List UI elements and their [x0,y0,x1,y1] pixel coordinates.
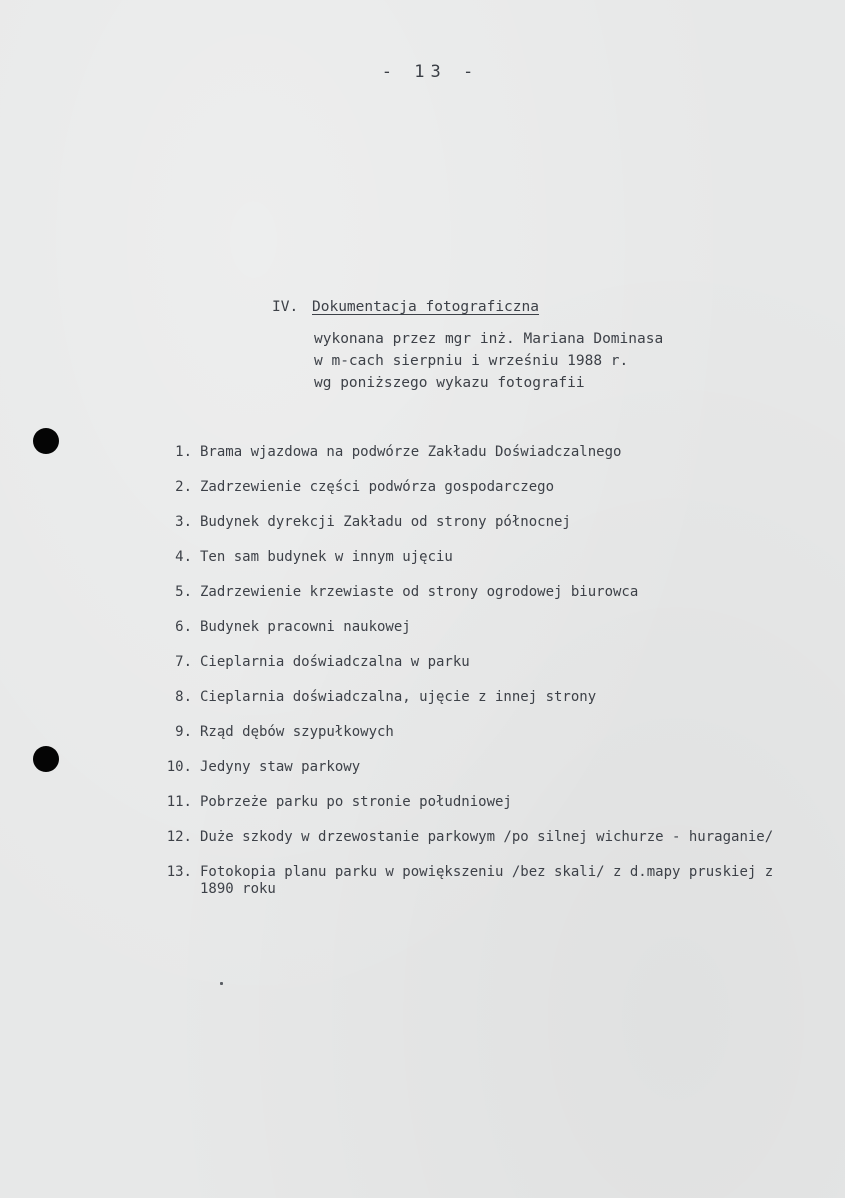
list-item [150,759,800,776]
item-text: Cieplarnia doświadczalna w parku [200,654,470,670]
section-subtitle [314,328,663,394]
subtitle-line: wg poniższego wykazu fotografii [314,375,585,391]
item-text: Duże szkody w drzewostanie parkowym /po silnej wichurze - huraganie/ [200,829,774,845]
item-text: Brama wjazdowa na podwórze Zakładu Doświadczalnego [200,444,622,460]
page-number: - 13 - [381,62,480,82]
ink-speck [220,982,223,985]
item-number: 7. [175,654,192,670]
list-item [150,549,800,566]
item-number: 11. [166,794,192,810]
list-item [150,794,800,811]
section-title: Dokumentacja fotograficzna [312,299,539,315]
list-item [150,584,800,601]
item-text: Jedyny staw parkowy [200,759,361,775]
list-item [150,619,800,636]
item-text: Fotokopia planu parku w powiększeniu /bez skali/ z d.mapy pruskiej z 1890 roku [200,864,774,897]
item-number: 13. [166,864,192,880]
item-text: Ten sam budynek w innym ujęciu [200,549,453,565]
item-number: 2. [175,479,192,495]
list-item [150,444,800,461]
item-text: Zadrzewienie części podwórza gospodarczego [200,479,555,495]
punch-hole-lower [33,746,59,772]
list-item [150,514,800,531]
item-number: 3. [175,514,192,530]
list-item [150,654,800,671]
list-item [150,689,800,706]
item-text: Pobrzeże parku po stronie południowej [200,794,512,810]
item-text: Budynek pracowni naukowej [200,619,411,635]
list-item [150,864,800,898]
item-number: 8. [175,689,192,705]
item-number: 6. [175,619,192,635]
section-header [272,296,663,394]
item-text: Budynek dyrekcji Zakładu od strony północnej [200,514,571,530]
photo-list [150,444,800,916]
list-item [150,829,800,846]
section-heading [272,296,663,319]
list-item [150,479,800,496]
item-number: 9. [175,724,192,740]
item-text: Rząd dębów szypułkowych [200,724,394,740]
list-item [150,724,800,741]
item-text: Zadrzewienie krzewiaste od strony ogrodowej biurowca [200,584,639,600]
item-text: Cieplarnia doświadczalna, ujęcie z innej strony [200,689,597,705]
item-number: 1. [175,444,192,460]
item-number: 4. [175,549,192,565]
subtitle-line: wykonana przez mgr inż. Mariana Dominasa [314,331,664,347]
subtitle-line: w m-cach sierpniu i wrześniu 1988 r. [314,353,629,369]
item-number: 5. [175,584,192,600]
punch-hole-upper [33,428,59,454]
section-numeral: IV. [272,299,299,315]
item-number: 12. [166,829,192,845]
item-number: 10. [166,759,192,775]
